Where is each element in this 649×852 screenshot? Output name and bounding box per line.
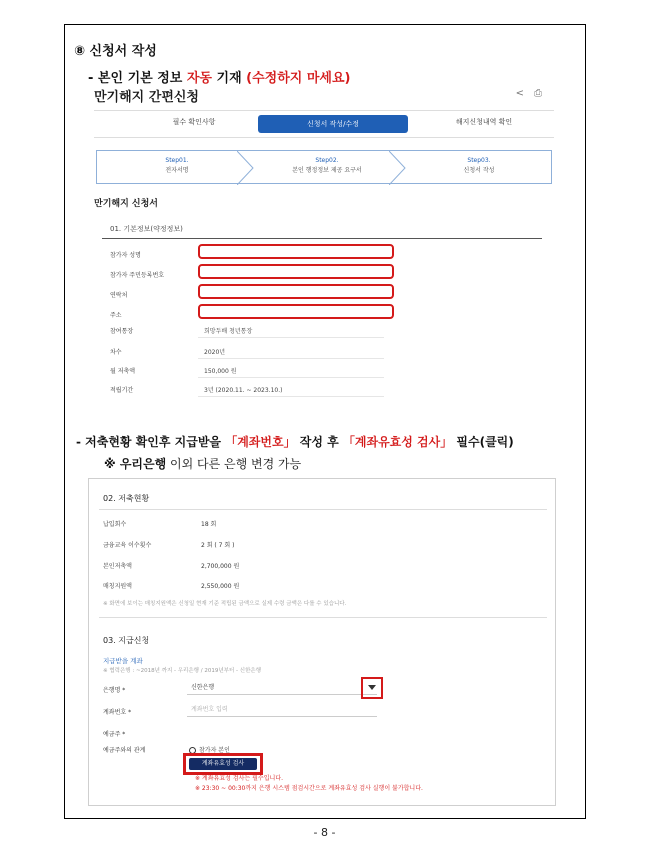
pay-title: 03. 지급신청 xyxy=(103,636,150,645)
share-icon[interactable]: < xyxy=(515,88,534,99)
bullet1-auto: 자동 xyxy=(186,71,212,86)
relation-option-label: 참가자 본인 xyxy=(199,747,230,754)
note1-bank: ※ 우리은행 xyxy=(104,457,167,471)
form-page-title: 만기해지 간편신청 xyxy=(94,90,199,105)
tab-required-check[interactable]: 필수 확인사항 xyxy=(172,118,216,126)
tab-application-write[interactable]: 신청서 작성/수정 xyxy=(258,115,408,133)
bullet1-prefix: - 본인 기본 정보 xyxy=(88,71,187,86)
bullet1-note: (수정하지 마세요) xyxy=(246,71,351,86)
value-round: 2020년 xyxy=(204,349,226,356)
step-1 xyxy=(107,156,247,176)
label-holder: 예금주 * xyxy=(103,731,126,738)
label-monthly: 월 저축액 xyxy=(110,368,136,375)
header-icons xyxy=(516,88,552,99)
bullet-account-entry xyxy=(76,433,514,450)
bullet2-account: 「계좌번호」 xyxy=(225,435,296,449)
bullet2-mid: 작성 후 xyxy=(295,435,343,449)
address-field xyxy=(198,304,394,319)
divider xyxy=(99,617,547,618)
label-account-number: 계좌번호 * xyxy=(103,709,132,716)
account-number-input[interactable]: 계좌번호 입력 xyxy=(187,703,377,717)
value-payment-count: 18 회 xyxy=(201,521,217,528)
bullet2-check: 「계좌유효성 검사」 xyxy=(342,435,453,449)
value-matching: 2,550,000 원 xyxy=(201,583,240,590)
savings-note: ※ 화면에 보이는 매칭지원액은 신청일 현재 기준 적립된 금액으로 실제 수령 금액은 다를 수 있습니다. xyxy=(103,601,347,607)
chevron-right-icon xyxy=(237,151,255,185)
label-relation: 예금주와의 관계 xyxy=(103,747,146,754)
bank-select[interactable]: 신한은행 xyxy=(187,681,377,695)
step-1-num: Step01. xyxy=(165,157,189,164)
screenshot-payment-request xyxy=(88,478,556,806)
screenshot-application-form xyxy=(86,86,562,404)
bank-dropdown-button[interactable] xyxy=(361,677,383,699)
warning-maintenance: ※ 23:30 ~ 00:30까지 은행 시스템 점검시간으로 계좌유효성 검사 실행이 불가합니다. xyxy=(195,785,423,792)
value-own-savings: 2,700,000 원 xyxy=(201,563,240,570)
bullet-basic-info xyxy=(88,67,350,86)
label-payment-count: 납입회수 xyxy=(103,521,127,528)
subsection-title: 01. 기본정보(약정정보) xyxy=(110,225,183,233)
label-name: 참가자 성명 xyxy=(110,252,141,259)
pay-bank-note: ※ 협력은행 : ~2018년 까지 - 우리은행 / 2019년부터 - 신한은행 xyxy=(103,668,262,674)
label-address: 주소 xyxy=(110,312,122,319)
divider xyxy=(99,509,547,510)
savings-title: 02. 저축현황 xyxy=(103,494,150,503)
label-bank: 은행명 * xyxy=(103,687,126,694)
label-education: 금융교육 이수횟수 xyxy=(103,542,152,549)
page-number: - 8 - xyxy=(313,826,336,839)
value-account-type: 희망두배 청년통장 xyxy=(204,328,253,335)
step-2-num: Step02. xyxy=(315,157,339,164)
account-check-button[interactable]: 계좌유효성 검사 xyxy=(189,758,257,770)
step-3 xyxy=(409,156,549,176)
step-3-num: Step03. xyxy=(467,157,491,164)
section-heading: ⑧ 신청서 작성 xyxy=(74,44,157,59)
check-button-highlight xyxy=(183,753,263,775)
bullet2-prefix: - 저축현황 확인후 지급받을 xyxy=(76,435,226,449)
divider xyxy=(102,238,542,239)
bank-change-note xyxy=(104,455,301,472)
value-monthly: 150,000 원 xyxy=(204,368,237,375)
step-3-name: 신청서 작성 xyxy=(463,167,495,174)
round-box xyxy=(198,341,384,359)
label-round: 차수 xyxy=(110,349,122,356)
label-phone: 연락처 xyxy=(110,292,128,299)
label-account-type: 참여통장 xyxy=(110,328,134,335)
phone-field xyxy=(198,284,394,299)
chevron-right-icon xyxy=(389,151,407,185)
bullet2-suffix: 필수(클릭) xyxy=(452,435,514,449)
name-field xyxy=(198,244,394,259)
warning-required: ※ 계좌유효성 검사는 필수입니다. xyxy=(195,775,284,782)
label-matching: 매칭지원액 xyxy=(103,583,132,590)
form-title: 만기해지 신청서 xyxy=(94,199,158,209)
label-period: 적립기간 xyxy=(110,387,134,394)
note1-rest: 이외 다른 은행 변경 가능 xyxy=(166,457,302,471)
value-period: 3년 (2020.11. ~ 2023.10.) xyxy=(204,387,283,394)
chevron-down-icon xyxy=(368,685,376,690)
tab-history[interactable]: 해지신청내역 확인 xyxy=(455,118,513,126)
rrn-field xyxy=(198,264,394,279)
step-indicator xyxy=(96,150,552,184)
step-1-name: 전자서명 xyxy=(165,167,189,174)
step-2-name: 본인 행정정보 제공 요구서 xyxy=(292,167,362,174)
pay-subtitle: 지급받을 계좌 xyxy=(103,657,143,665)
print-icon[interactable]: ⎙ xyxy=(534,88,552,99)
label-own-savings: 본인저축액 xyxy=(103,563,132,570)
label-rrn: 참가자 주민등록번호 xyxy=(110,272,165,279)
step-2 xyxy=(257,156,397,176)
tab-bar xyxy=(94,110,554,138)
value-education: 2 회 ( 7 회 ) xyxy=(201,542,235,549)
bullet1-mid: 기재 xyxy=(211,71,247,86)
